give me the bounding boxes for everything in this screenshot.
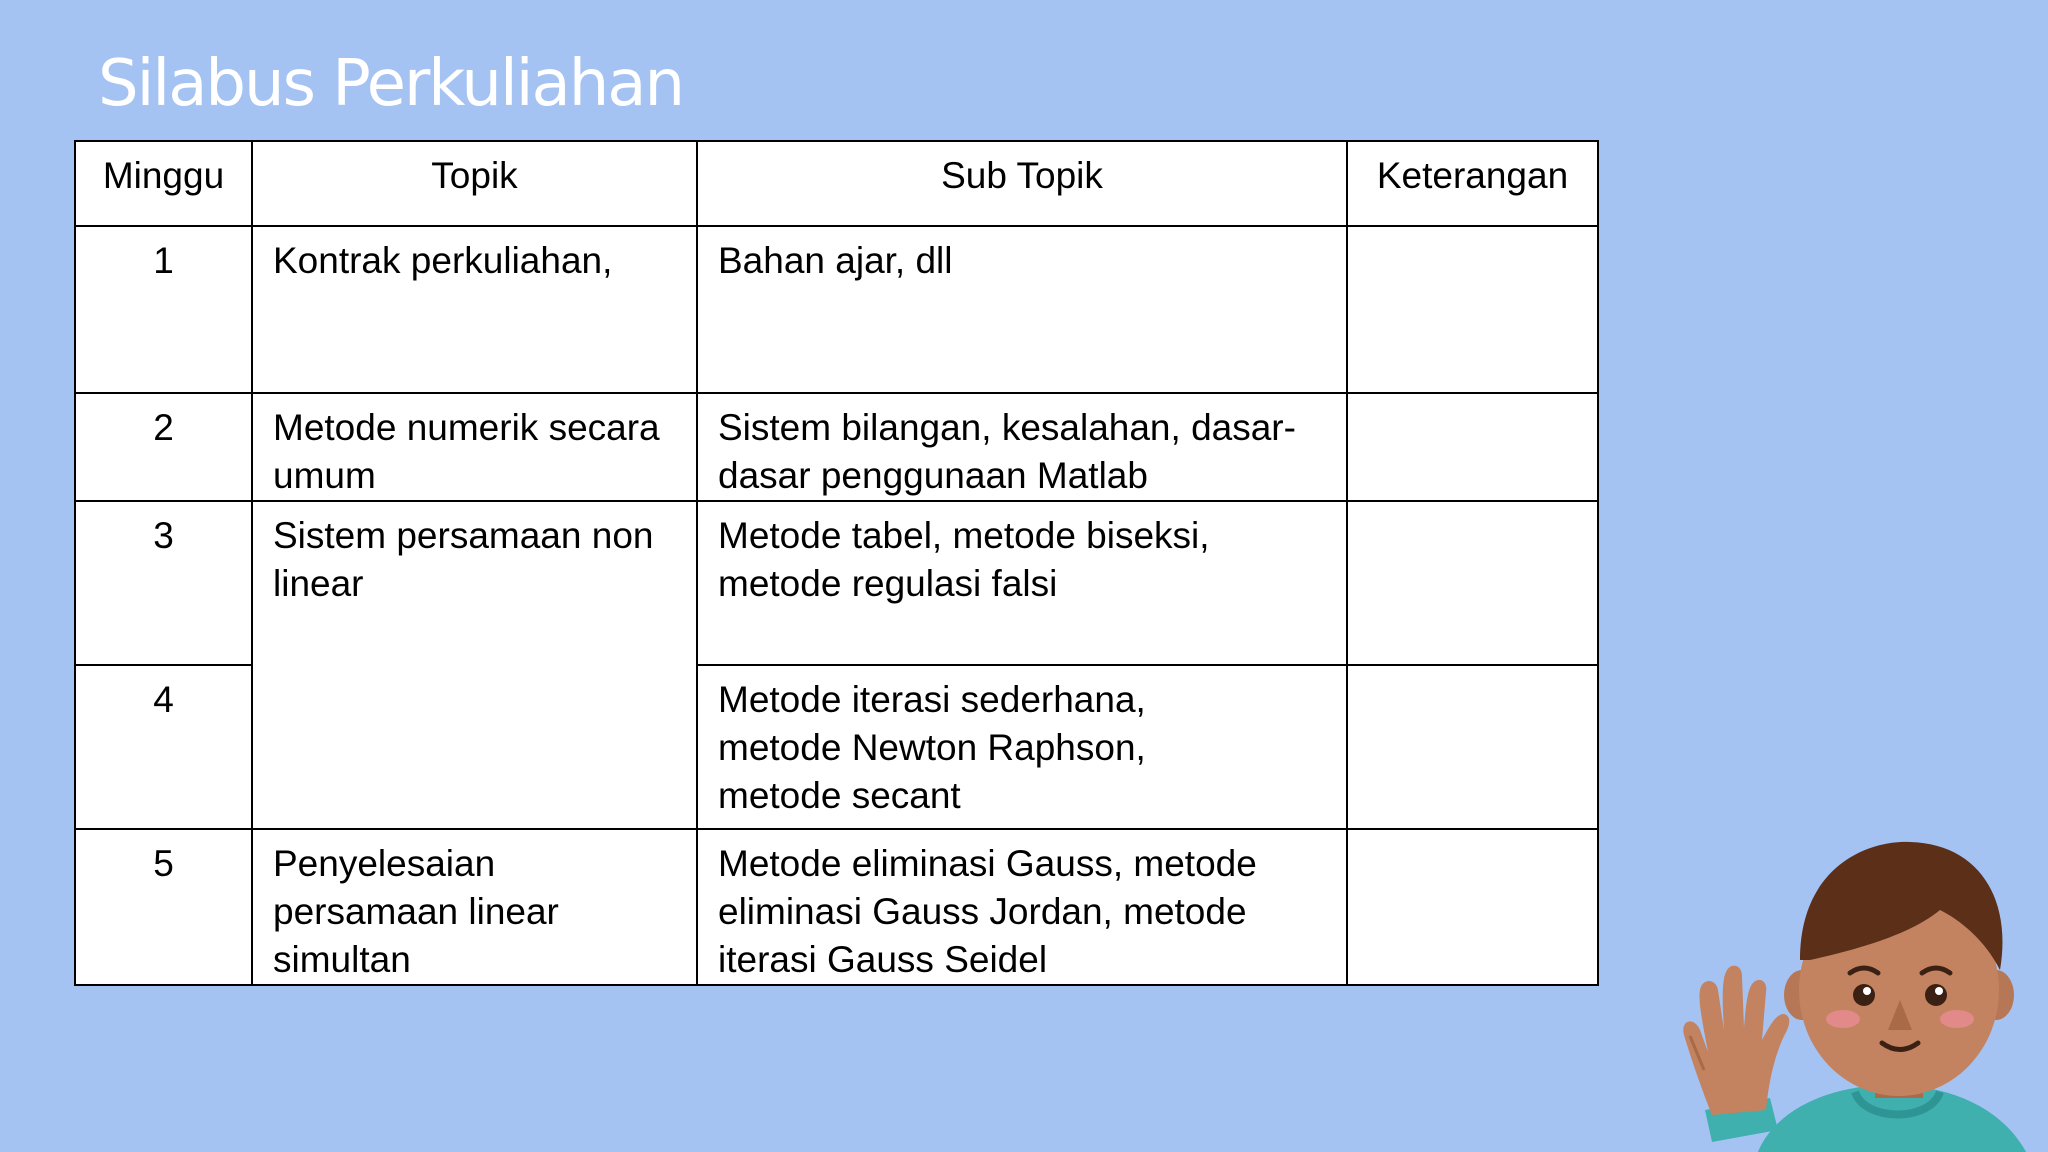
subtopic-cell: Sistem bilangan, kesalahan, dasar-dasar penggunaan Matlab — [697, 393, 1347, 501]
subtopic-cell: Metode tabel, metode biseksi, metode regulasi falsi — [697, 501, 1347, 665]
waving-boy-icon — [1660, 830, 2048, 1152]
week-cell: 4 — [75, 665, 252, 829]
note-cell — [1347, 501, 1598, 665]
header-topik: Topik — [252, 141, 697, 226]
subtopic-cell: Metode iterasi sederhana, metode Newton Raphson, metode secant — [697, 665, 1347, 829]
header-keterangan: Keterangan — [1347, 141, 1598, 226]
header-minggu: Minggu — [75, 141, 252, 226]
subtopic-cell: Bahan ajar, dll — [697, 226, 1347, 393]
header-sub-topik: Sub Topik — [697, 141, 1347, 226]
table-header-row — [75, 141, 1598, 226]
week-cell: 5 — [75, 829, 252, 985]
note-cell — [1347, 829, 1598, 985]
topic-cell: Kontrak perkuliahan, — [252, 226, 697, 393]
week-cell: 1 — [75, 226, 252, 393]
syllabus-table — [74, 140, 1599, 986]
topic-cell: Penyelesaian persamaan linear simultan — [252, 829, 697, 985]
note-cell — [1347, 665, 1598, 829]
week-cell: 3 — [75, 501, 252, 665]
topic-cell: Metode numerik secara umum — [252, 393, 697, 501]
slide-title: Silabus Perkuliahan — [98, 47, 684, 121]
week-cell: 2 — [75, 393, 252, 501]
table-row — [75, 501, 1598, 665]
note-cell — [1347, 393, 1598, 501]
topic-cell: Sistem persamaan non linear — [252, 501, 697, 829]
table-row — [75, 393, 1598, 501]
table-row — [75, 226, 1598, 393]
note-cell — [1347, 226, 1598, 393]
subtopic-cell: Metode eliminasi Gauss, metode eliminasi Gauss Jordan, metode iterasi Gauss Seidel — [697, 829, 1347, 985]
table-row — [75, 829, 1598, 985]
